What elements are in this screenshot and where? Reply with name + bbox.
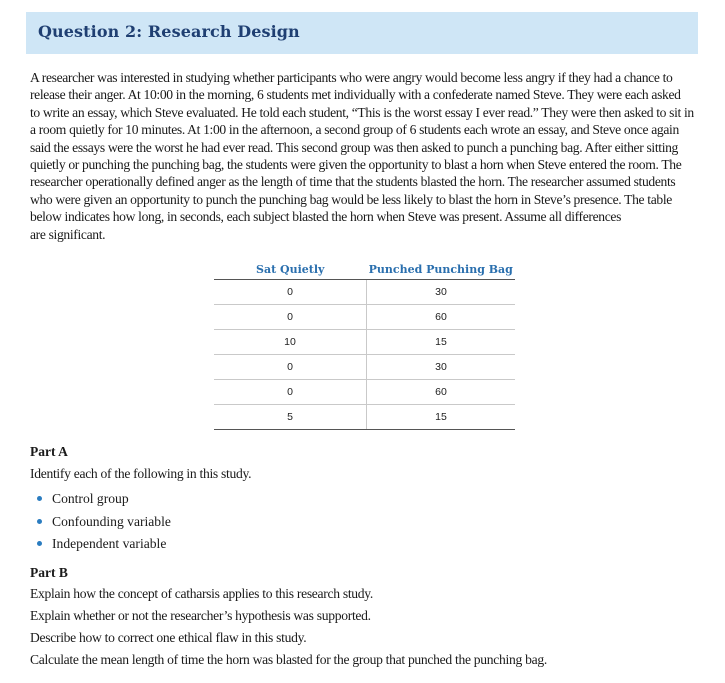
table-cell: 30 — [367, 355, 516, 380]
column-header-sat-quietly: Sat Quietly — [214, 259, 367, 280]
list-item — [30, 511, 171, 534]
bullet-icon — [37, 519, 42, 524]
part-b-item: Explain how the concept of catharsis applies to this research study. — [30, 586, 374, 601]
table-row — [214, 405, 515, 430]
passage-line: are significant. — [30, 226, 106, 242]
table-cell: 15 — [367, 405, 516, 430]
table-row — [214, 305, 515, 330]
part-a-label: Part A — [30, 444, 68, 459]
table-cell: 0 — [214, 305, 367, 330]
list-item-text: Independent variable — [52, 536, 167, 551]
passage-line: who were given an opportunity to punch the punching bag would be less likely to blast the horn in Steve’s presence. The table — [30, 191, 672, 207]
table-cell: 15 — [367, 330, 516, 355]
column-header-punched-bag: Punched Punching Bag — [367, 259, 516, 280]
passage-line: quietly or punching the punching bag, the students were given the opportunity to blast a horn when Steve entered the room. The — [30, 157, 682, 173]
table-cell: 0 — [214, 355, 367, 380]
question-header — [26, 12, 698, 54]
passage-line: to write an essay, which Steve evaluated. He told each student, “This is the worst essay I ever read.” They were then asked to sit in — [30, 104, 694, 120]
table-cell: 0 — [214, 380, 367, 405]
table-row — [214, 355, 515, 380]
table-cell: 60 — [367, 305, 516, 330]
passage-line: said the essays were the worst he had ever read. This second group was then asked to punch a punching bag. After either sitting — [30, 139, 679, 155]
question-title: Question 2: Research Design — [38, 22, 300, 41]
list-item — [30, 533, 171, 556]
table-row — [214, 330, 515, 355]
table-cell: 60 — [367, 380, 516, 405]
table-header-row — [214, 259, 515, 280]
part-a-prompt: Identify each of the following in this study. — [30, 466, 252, 481]
table-row — [214, 380, 515, 405]
passage-line: below indicates how long, in seconds, each subject blasted the horn when Steve was present. Assume all differences — [30, 209, 622, 225]
table-row — [214, 280, 515, 305]
bullet-icon — [37, 541, 42, 546]
list-item-text: Confounding variable — [52, 513, 171, 529]
table-cell: 5 — [214, 405, 367, 430]
part-b-item: Describe how to correct one ethical flaw in this study. — [30, 630, 307, 645]
passage-line: A researcher was interested in studying whether participants who were angry would become less angry if they had a chance to — [30, 70, 673, 85]
part-b-item: Calculate the mean length of time the horn was blasted for the group that punched the punching bag. — [30, 652, 547, 667]
horn-duration-table — [214, 259, 515, 430]
question-passage — [30, 69, 702, 243]
part-b-item: Explain whether or not the researcher’s hypothesis was supported. — [30, 608, 371, 623]
table-cell: 0 — [214, 280, 367, 305]
passage-line: researcher operationally defined anger as the length of time that the students blasted the horn. The researcher assumed students — [30, 174, 676, 190]
table-cell: 30 — [367, 280, 516, 305]
table-cell: 10 — [214, 330, 367, 355]
passage-line: release their anger. At 10:00 in the morning, 6 students met individually with a confederate named Steve. They were each asked — [30, 87, 681, 103]
passage-line: a room quietly for 10 minutes. At 1:00 in the afternoon, a second group of 6 students each wrote an essay, and Steve once again — [30, 122, 679, 138]
part-a-list — [30, 488, 171, 556]
part-b-label: Part B — [30, 565, 68, 580]
list-item — [30, 488, 171, 511]
bullet-icon — [37, 496, 42, 501]
list-item-text: Control group — [52, 491, 129, 506]
